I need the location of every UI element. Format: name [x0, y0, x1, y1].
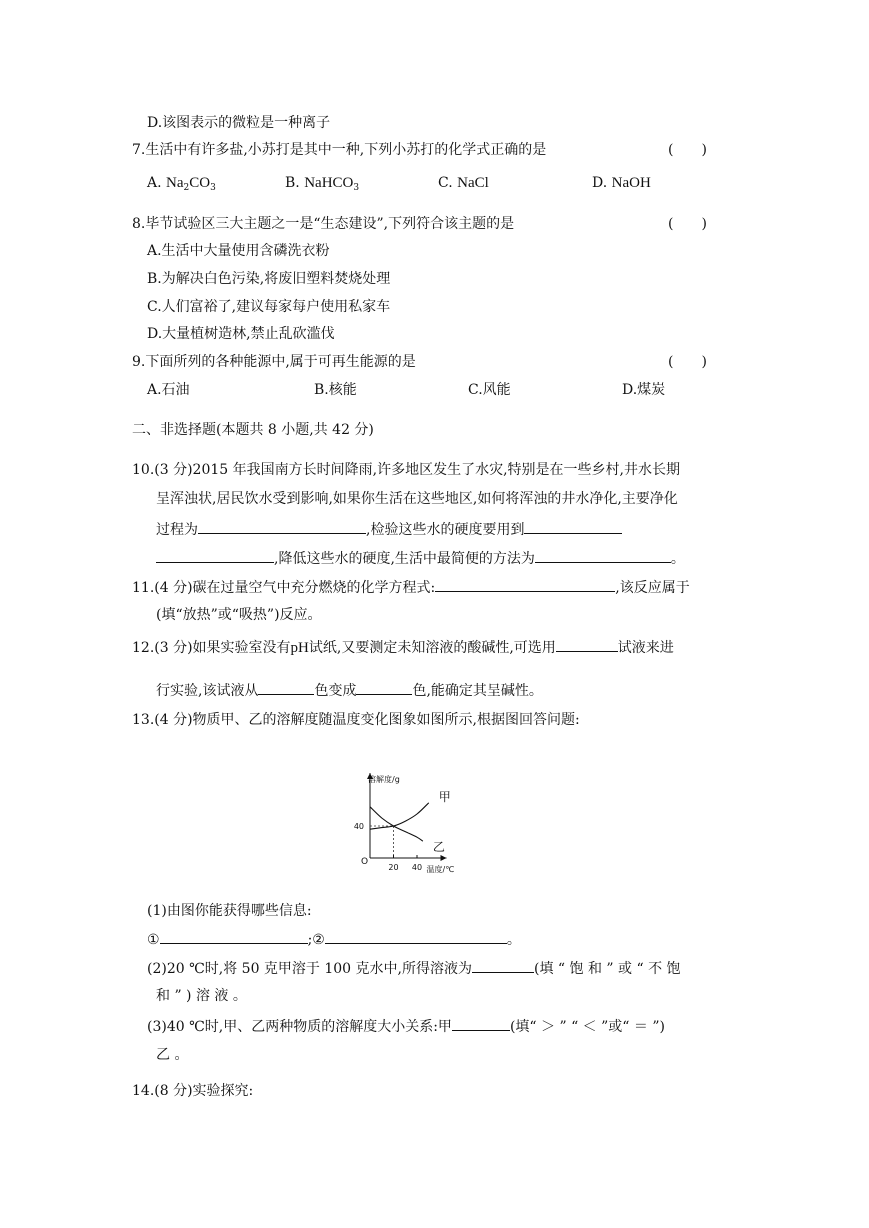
- q7-option-c[interactable]: [438, 173, 489, 193]
- solubility-chart: [340, 745, 530, 880]
- q13-stem: 13.(4 分)物质甲、乙的溶解度随温度变化图象如图所示,根据图回答问题:: [132, 712, 580, 728]
- q12-line1-suffix: 试液来进: [617, 640, 674, 656]
- q13-part3-line2: 乙 。: [156, 1047, 189, 1063]
- q7-option-d-label: D.: [592, 175, 612, 191]
- q10-line3: [156, 519, 622, 540]
- q7-option-b-label: B.: [285, 175, 305, 191]
- x-axis-arrow: [441, 855, 447, 861]
- x-axis-title: 温度/℃: [426, 865, 455, 874]
- q13-part2-line2: 和 ” ) 溶 液 。: [156, 988, 247, 1004]
- q11-line1: [132, 577, 690, 598]
- q9-option-a[interactable]: A.石油: [147, 382, 190, 398]
- q12-blank-indicator[interactable]: [556, 637, 618, 652]
- q10-line1: 10.(3 分)2015 年我国南方长时间降雨,许多地区发生了水灾,特别是在一些乡村,井水长期: [132, 462, 680, 478]
- q7-option-a-sub2: 3: [210, 183, 216, 193]
- q13-part2-line1: [147, 958, 681, 979]
- q7-option-b-sub: 3: [353, 183, 360, 193]
- q11-line1-prefix: 11.(4 分)碳在过量空气中充分燃烧的化学方程式:: [132, 580, 436, 596]
- q8-option-d[interactable]: D.大量植树造林,禁止乱砍滥伐: [147, 326, 335, 342]
- q7-option-c-label: C.: [438, 175, 458, 191]
- q12-line2-prefix: 行实验,该试液从: [156, 683, 259, 699]
- q13-part3-line1: [147, 1016, 665, 1037]
- q14-stem: 14.(8 分)实验探究:: [132, 1083, 254, 1099]
- q8-option-a[interactable]: A.生活中大量使用含磷洗衣粉: [147, 243, 330, 259]
- q8-option-b[interactable]: B.为解决白色污染,将废旧塑料焚烧处理: [147, 271, 391, 287]
- q10-blank-hardness-test-a[interactable]: [524, 519, 622, 534]
- q12-line2-suffix: 色,能确定其呈碱性。: [412, 683, 543, 699]
- q7-option-b-formula: NaHCO: [304, 175, 354, 191]
- q11-line2: (填“放热”或“吸热”)反应。: [156, 607, 322, 623]
- q12-line2: [156, 680, 543, 701]
- q10-blank-purify[interactable]: [198, 519, 366, 534]
- q13-part2-suffix: (填 “ 饱 和 ” 或 “ 不 饱: [534, 961, 681, 977]
- series-label-0: 甲: [438, 789, 451, 804]
- q13-part1: (1)由图你能获得哪些信息:: [147, 903, 312, 919]
- q12-blank-color-to[interactable]: [356, 680, 412, 695]
- q9-option-d[interactable]: D.煤炭: [622, 382, 666, 398]
- q10-line3-middle: ,检验这些水的硬度要用到: [366, 522, 525, 538]
- q13-part1-end: 。: [506, 932, 521, 948]
- q7-option-d-formula: NaOH: [611, 175, 651, 191]
- q11-line1-suffix: ,该反应属于: [615, 580, 690, 596]
- q10-line3-prefix: 过程为: [156, 522, 198, 538]
- q12-blank-color-from[interactable]: [258, 680, 314, 695]
- q10-line4-end: 。: [670, 551, 685, 567]
- q8-stem: 8.毕节试验区三大主题之一是“生态建设”,下列符合该主题的是: [132, 216, 515, 232]
- q10-blank-soften-method[interactable]: [535, 548, 671, 563]
- q7-stem: 7.生活中有许多盐,小苏打是其中一种,下列小苏打的化学式正确的是: [132, 142, 547, 158]
- origin-label: O: [361, 857, 369, 867]
- q7-option-d[interactable]: [592, 173, 651, 193]
- q9-option-b[interactable]: B.核能: [314, 382, 357, 398]
- q12-line1-middle: 试纸,又要测定未知溶液的酸碱性,可选用: [308, 640, 556, 656]
- q6-option-d: D.该图表示的微粒是一种离子: [147, 115, 331, 131]
- q7-option-a[interactable]: [147, 173, 216, 193]
- series-label-1: 乙: [432, 840, 445, 855]
- chart-labels: [354, 774, 454, 874]
- q11-blank-equation[interactable]: [435, 577, 615, 592]
- q12-line1: [132, 637, 674, 658]
- q13-blank-compare[interactable]: [452, 1016, 510, 1031]
- q13-blank-saturation[interactable]: [472, 958, 534, 973]
- q7-option-b[interactable]: [285, 173, 359, 193]
- q13-part3-prefix: (3)40 ℃时,甲、乙两种物质的溶解度大小关系:甲: [147, 1019, 452, 1035]
- q10-line4-middle: ,降低这些水的硬度,生活中最简便的方法为: [274, 551, 535, 567]
- q12-line2-middle: 色变成: [314, 683, 357, 699]
- q9-answer-paren[interactable]: ( ): [668, 354, 707, 370]
- x-tick-label-1: 40: [411, 863, 423, 872]
- q8-answer-paren[interactable]: ( ): [668, 216, 707, 232]
- section-2-title: 二、非选择题(本题共 8 小题,共 42 分): [132, 422, 374, 438]
- q13-blank-info2[interactable]: [325, 929, 507, 944]
- q13-part1-sep: ;②: [307, 932, 325, 948]
- q13-part1-circle1: ①: [147, 932, 160, 948]
- q10-line4: [156, 548, 685, 569]
- q10-line2: 呈浑浊状,居民饮水受到影响,如果你生活在这些地区,如何将浑浊的井水净化,主要净化: [156, 491, 678, 507]
- x-tick-label-0: 20: [388, 863, 399, 872]
- y-tick-label-0: 40: [353, 822, 364, 831]
- q10-blank-hardness-test-b[interactable]: [156, 548, 274, 563]
- q13-part1-blanks: [147, 929, 521, 950]
- chart-series: [370, 803, 429, 841]
- q8-option-c[interactable]: C.人们富裕了,建议每家每户使用私家车: [147, 299, 391, 315]
- q7-option-a-label: A.: [147, 175, 167, 191]
- q12-ph: pH: [290, 640, 309, 656]
- q7-answer-paren[interactable]: ( ): [668, 142, 707, 158]
- y-axis-title: 溶解度/g: [368, 775, 400, 784]
- q9-option-c[interactable]: C.风能: [468, 382, 511, 398]
- q13-part2-prefix: (2)20 ℃时,将 50 克甲溶于 100 克水中,所得溶液为: [147, 961, 472, 977]
- q13-blank-info1[interactable]: [160, 929, 308, 944]
- q9-stem: 9.下面所列的各种能源中,属于可再生能源的是: [132, 354, 416, 370]
- q7-option-c-formula: NaCl: [457, 175, 489, 191]
- q13-part3-suffix: (填“ ＞ ” “ ＜ ”或“ ＝ ”): [509, 1019, 665, 1035]
- q7-option-a-sub1: 2: [183, 183, 190, 193]
- series-line-1: [370, 807, 423, 841]
- q7-option-a-formula-na: Na: [166, 175, 184, 191]
- q12-line1-prefix: 12.(3 分)如果实验室没有: [132, 640, 291, 656]
- q7-option-a-formula-co: CO: [189, 175, 211, 191]
